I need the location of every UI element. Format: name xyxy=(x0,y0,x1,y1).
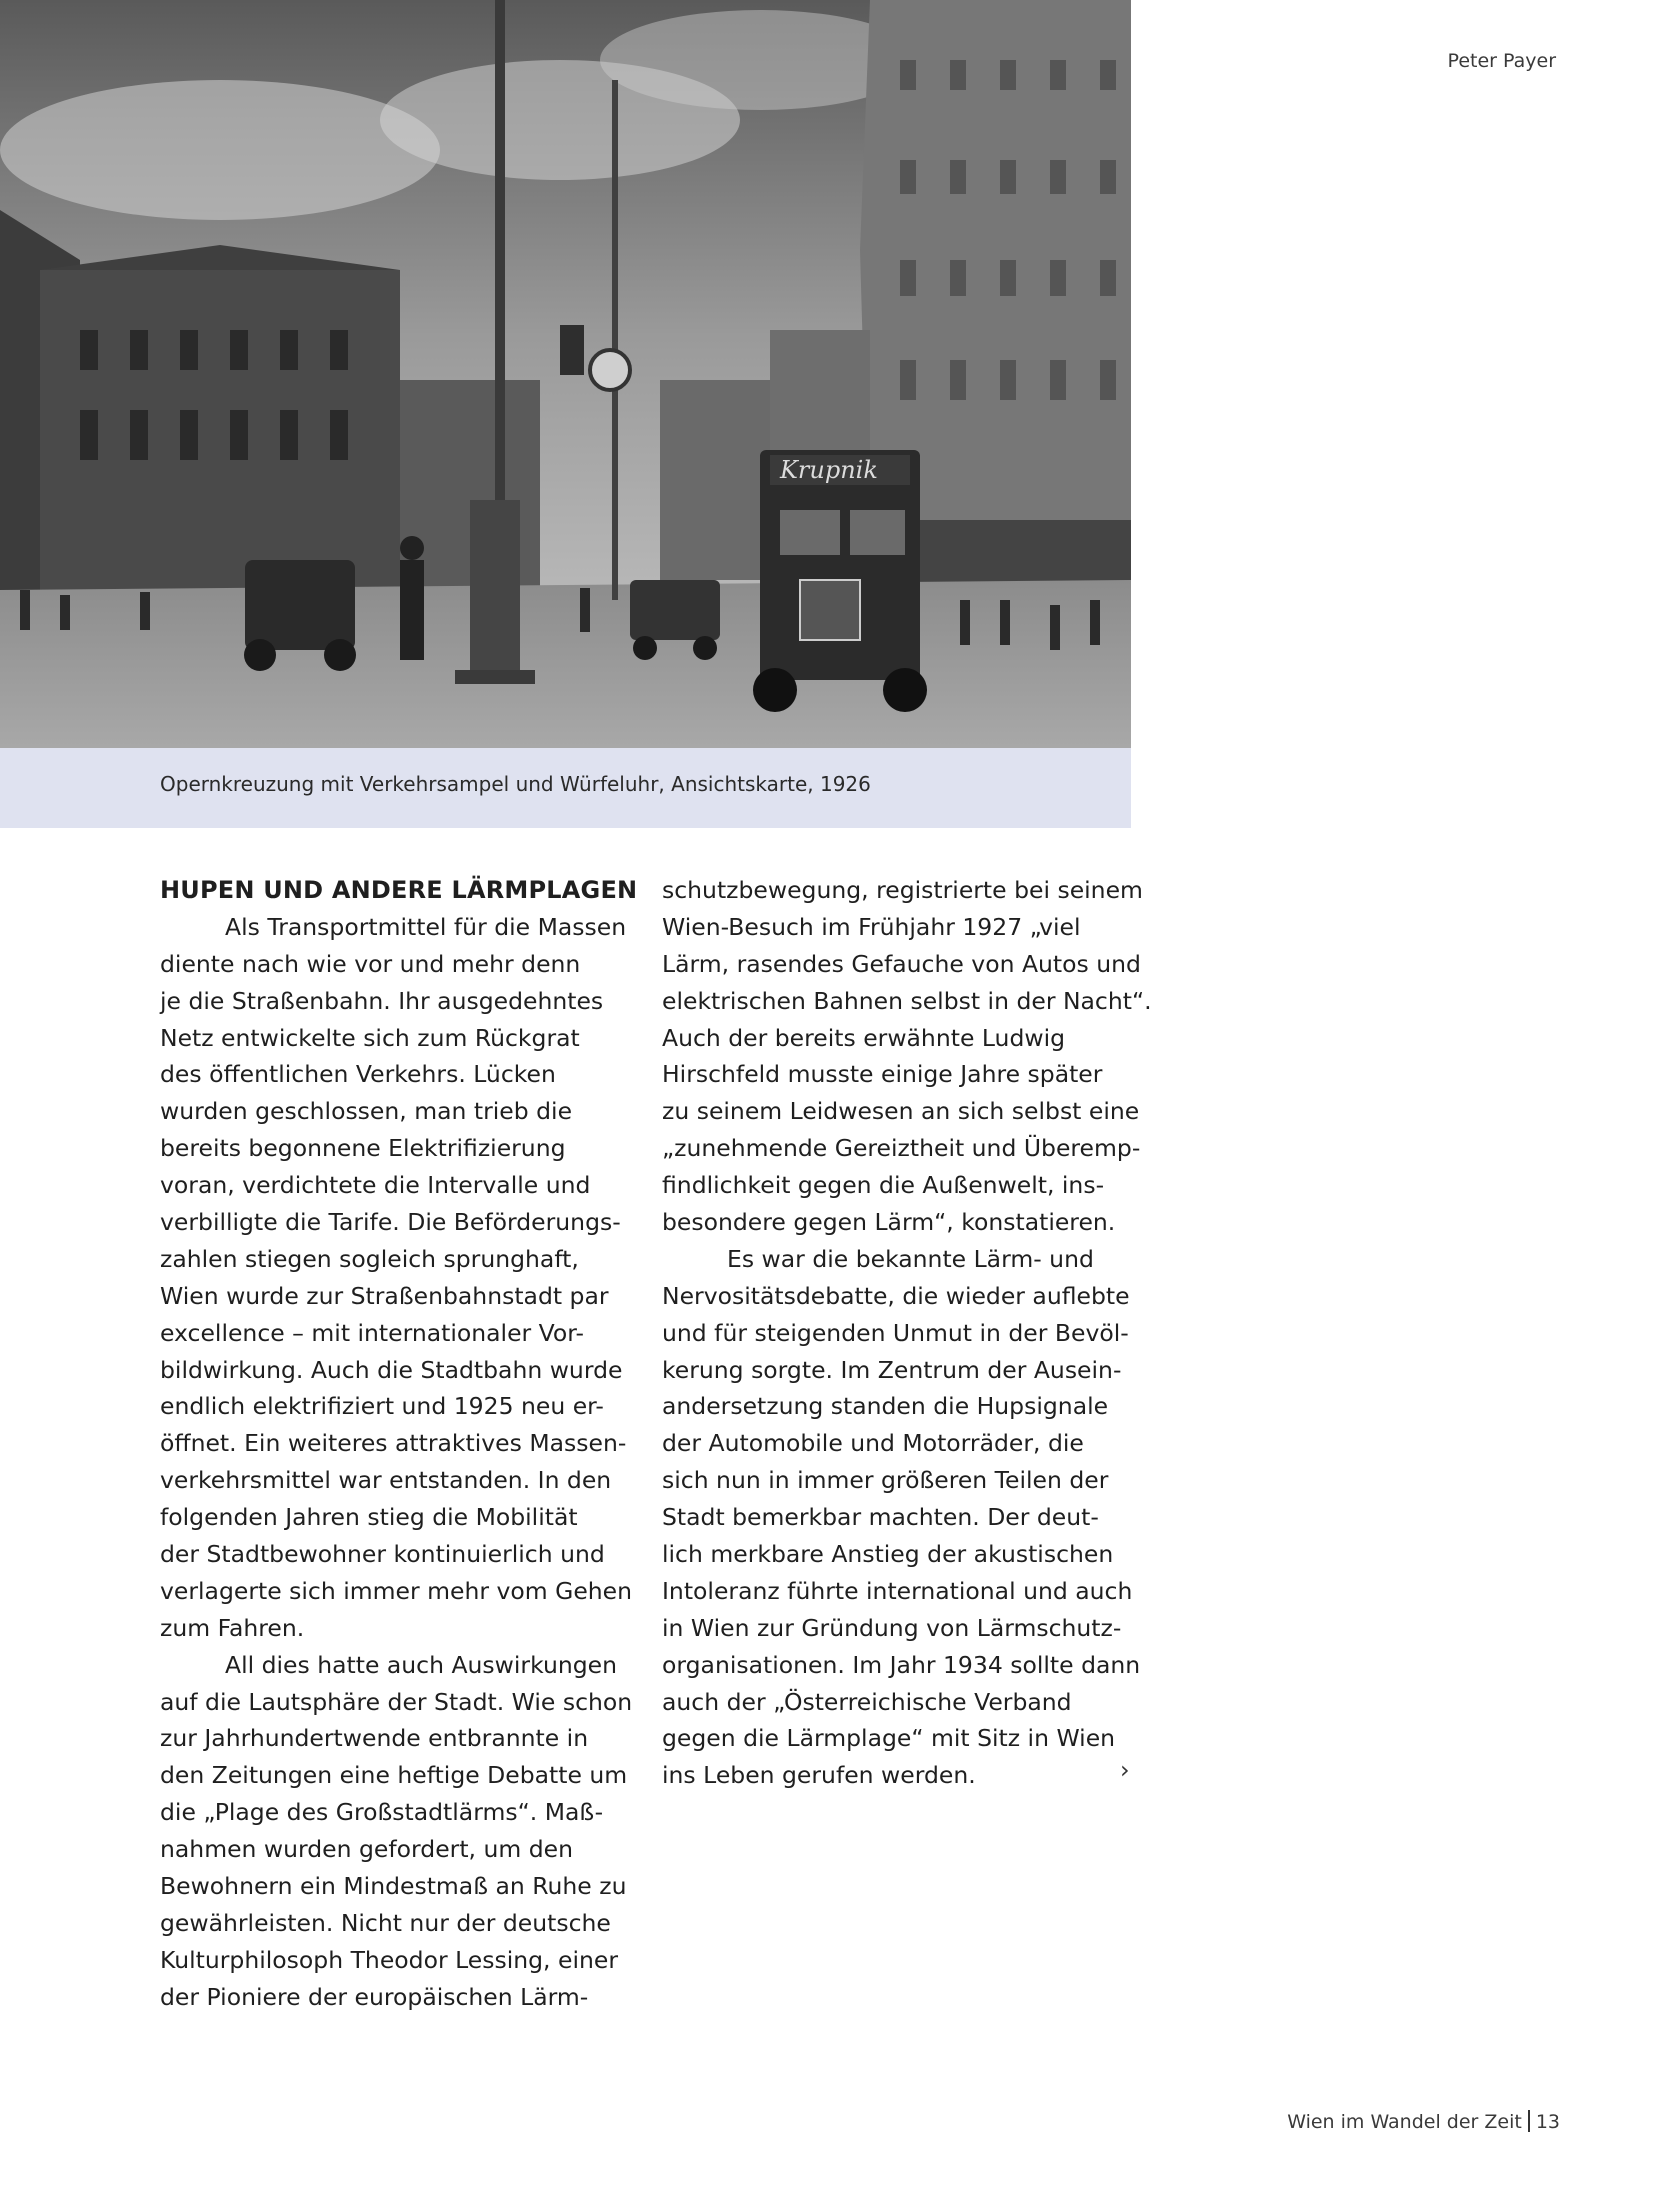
historic-photo xyxy=(0,0,1131,748)
paragraph-line: öffnet. Ein weiteres attraktives Massen- xyxy=(160,1429,627,1458)
paragraph-line: diente nach wie vor und mehr denn xyxy=(160,949,581,978)
paragraph-line: gegen die Lärmplage“ mit Sitz in Wien xyxy=(662,1724,1116,1753)
paragraph-line: bereits begonnene Elektrifizierung xyxy=(160,1134,566,1163)
article-right-column xyxy=(662,872,1152,1794)
paragraph-line: organisationen. Im Jahr 1934 sollte dann xyxy=(662,1650,1141,1679)
paragraph-line: sich nun in immer größeren Teilen der xyxy=(662,1466,1109,1495)
paragraph-line: zur Jahrhundertwende entbrannte in xyxy=(160,1724,589,1753)
paragraph-line: zum Fahren. xyxy=(160,1613,305,1642)
paragraph-line: der Automobile und Motorräder, die xyxy=(662,1429,1084,1458)
footer-divider xyxy=(1528,2110,1530,2132)
paragraph-line: Es war die bekannte Lärm- und xyxy=(727,1244,1094,1273)
paragraph-line: schutzbewegung, registrierte bei seinem xyxy=(662,876,1143,904)
caption-band xyxy=(0,748,1131,828)
paragraph-line: Hirschfeld musste einige Jahre später xyxy=(662,1060,1103,1089)
paragraph-line: ins Leben gerufen werden. xyxy=(662,1761,976,1790)
bus-sign-text: Krupnik xyxy=(780,456,878,484)
article-left-column xyxy=(160,872,638,2016)
paragraph-line: All dies hatte auch Auswirkungen xyxy=(225,1650,618,1679)
paragraph-line: und für steigenden Unmut in der Bevöl- xyxy=(662,1318,1129,1347)
paragraph-line: des öffentlichen Verkehrs. Lücken xyxy=(160,1060,556,1089)
author-name: Peter Payer xyxy=(1447,50,1556,72)
paragraph-line: kerung sorgte. Im Zentrum der Ausein- xyxy=(662,1355,1122,1384)
paragraph-line: wurden geschlossen, man trieb die xyxy=(160,1097,573,1126)
paragraph-line: Kulturphilosoph Theodor Lessing, einer xyxy=(160,1945,618,1974)
paragraph-line: zu seinem Leidwesen an sich selbst eine xyxy=(662,1097,1140,1126)
paragraph-line: der Pioniere der europäischen Lärm- xyxy=(160,1982,589,2011)
paragraph-line: Wien wurde zur Straßenbahnstadt par xyxy=(160,1281,609,1310)
article-heading: HUPEN UND ANDERE LÄRMPLAGEN xyxy=(160,876,638,904)
publication-title: Wien im Wandel der Zeit xyxy=(1287,2111,1522,2133)
paragraph-line: der Stadtbewohner kontinuierlich und xyxy=(160,1540,605,1569)
paragraph-line: verbilligte die Tarife. Die Beförderungs- xyxy=(160,1208,621,1237)
paragraph-line: je die Straßenbahn. Ihr ausgedehntes xyxy=(160,986,604,1015)
paragraph-line: andersetzung standen die Hupsignale xyxy=(662,1392,1109,1421)
paragraph-line: in Wien zur Gründung von Lärmschutz- xyxy=(662,1613,1122,1642)
paragraph-line: verkehrsmittel war entstanden. In den xyxy=(160,1466,612,1495)
paragraph-line: Auch der bereits erwähnte Ludwig xyxy=(662,1023,1066,1052)
paragraph-line: gewährleisten. Nicht nur der deutsche xyxy=(160,1908,611,1937)
paragraph-line: „zunehmende Gereiztheit und Überemp- xyxy=(662,1134,1141,1163)
paragraph-line: nahmen wurden gefordert, um den xyxy=(160,1835,573,1864)
paragraph-line: Wien-Besuch im Frühjahr 1927 „viel xyxy=(662,912,1081,941)
paragraph-line: den Zeitungen eine heftige Debatte um xyxy=(160,1761,628,1790)
paragraph-line: Nervositätsdebatte, die wieder auflebte xyxy=(662,1281,1130,1310)
paragraph-line: verlagerte sich immer mehr vom Gehen xyxy=(160,1576,633,1605)
paragraph-line: lich merkbare Anstieg der akustischen xyxy=(662,1540,1114,1569)
photo-caption: Opernkreuzung mit Verkehrsampel und Würfeluhr, Ansichtskarte, 1926 xyxy=(160,772,871,796)
paragraph-line: Netz entwickelte sich zum Rückgrat xyxy=(160,1023,580,1052)
paragraph-line: Intoleranz führte international und auch xyxy=(662,1576,1133,1605)
paragraph-line: voran, verdichtete die Intervalle und xyxy=(160,1171,591,1200)
paragraph-line: elektrischen Bahnen selbst in der Nacht“. xyxy=(662,986,1152,1015)
paragraph-line: Lärm, rasendes Gefauche von Autos und xyxy=(662,949,1141,978)
continue-arrow-icon: › xyxy=(1120,1756,1130,1784)
page-number: 13 xyxy=(1535,2111,1560,2133)
paragraph-line: bildwirkung. Auch die Stadtbahn wurde xyxy=(160,1355,623,1384)
paragraph-line: die „Plage des Großstadtlärms“. Maß- xyxy=(160,1798,604,1827)
paragraph-line: auf die Lautsphäre der Stadt. Wie schon xyxy=(160,1687,633,1716)
page-footer xyxy=(1100,2110,1560,2133)
paragraph-line: folgenden Jahren stieg die Mobilität xyxy=(160,1503,578,1532)
paragraph-line: Stadt bemerkbar machten. Der deut- xyxy=(662,1503,1099,1532)
paragraph-line: auch der „Österreichische Verband xyxy=(662,1687,1072,1716)
paragraph-line: Bewohnern ein Mindestmaß an Ruhe zu xyxy=(160,1872,627,1901)
paragraph-line: endlich elektrifiziert und 1925 neu er- xyxy=(160,1392,604,1421)
paragraph-line: Als Transportmittel für die Massen xyxy=(225,912,627,941)
paragraph-line: zahlen stiegen sogleich sprunghaft, xyxy=(160,1244,579,1273)
paragraph-line: findlichkeit gegen die Außenwelt, ins- xyxy=(662,1171,1105,1200)
paragraph-line: besondere gegen Lärm“, konstatieren. xyxy=(662,1208,1116,1237)
paragraph-line: excellence – mit internationaler Vor- xyxy=(160,1318,584,1347)
